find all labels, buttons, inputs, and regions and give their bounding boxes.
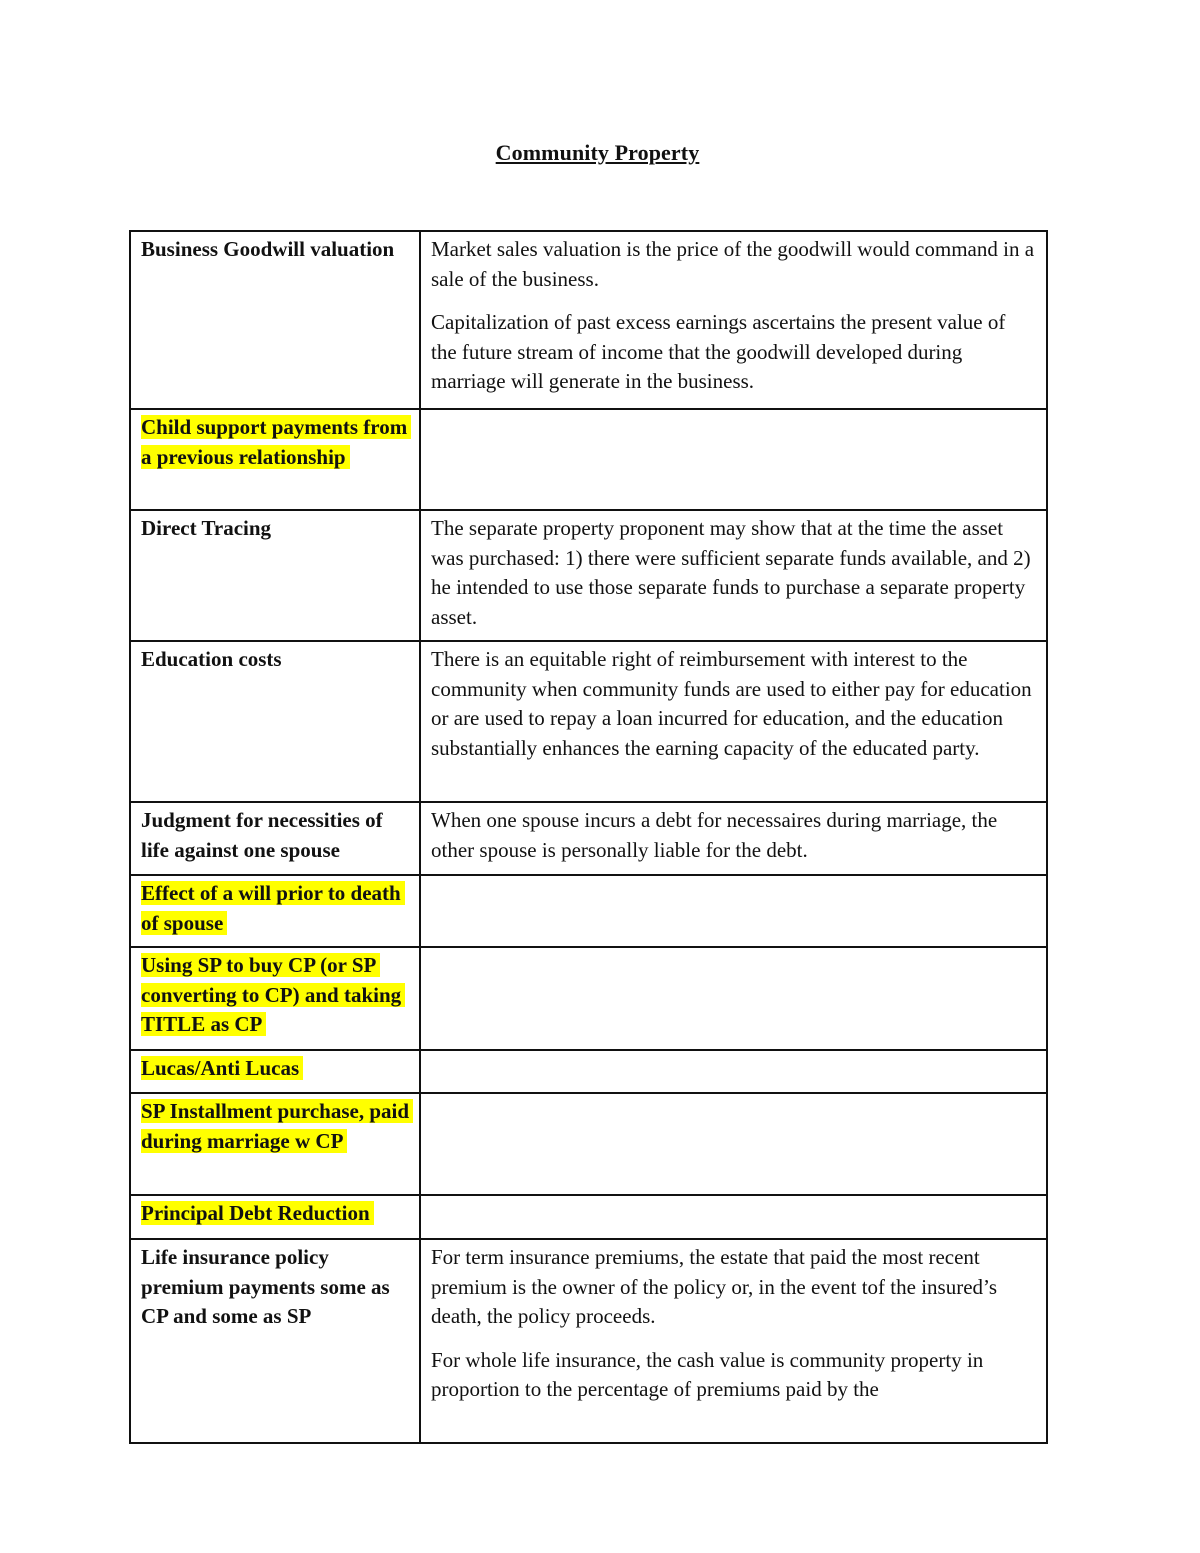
table-row: [130, 1239, 1047, 1443]
definition-cell: [420, 641, 1047, 802]
definition-paragraph: There is an equitable right of reimbursement with interest to the community when community funds are used to either pay for education or are used to repay a loan incurred for education, and the education substantially enhances the earning capacity of the educated party.: [431, 647, 1032, 760]
term-cell: [130, 641, 420, 802]
definition-cell: [420, 409, 1047, 510]
table-body: [130, 231, 1047, 1443]
table-row: [130, 875, 1047, 947]
term-cell: [130, 1239, 420, 1443]
term-label: Education costs: [141, 647, 282, 671]
term-cell: [130, 875, 420, 947]
term-label: Judgment for necessities of life against one spouse: [141, 808, 383, 862]
term-label: Lucas/Anti Lucas: [141, 1056, 303, 1080]
term-cell: [130, 802, 420, 875]
definition-cell: [420, 947, 1047, 1050]
term-cell: [130, 409, 420, 510]
definition-cell: [420, 1050, 1047, 1093]
term-cell: [130, 510, 420, 641]
table-row: [130, 1093, 1047, 1195]
definition-paragraph: Market sales valuation is the price of the goodwill would command in a sale of the business.: [431, 237, 1035, 291]
term-label: Effect of a will prior to death of spouse: [141, 881, 405, 935]
term-label: SP Installment purchase, paid during marriage w CP: [141, 1099, 413, 1153]
table-row: [130, 641, 1047, 802]
term-label: Life insurance policy premium payments some as CP and some as SP: [141, 1245, 390, 1328]
term-cell: [130, 1093, 420, 1195]
table-row: [130, 409, 1047, 510]
term-cell: [130, 1050, 420, 1093]
definition-cell: [420, 875, 1047, 947]
definition-paragraph: For term insurance premiums, the estate that paid the most recent premium is the owner of the policy or, in the event tof the insured’s death, the policy proceeds.: [431, 1245, 998, 1328]
term-label: Using SP to buy CP (or SP converting to CP) and taking TITLE as CP: [141, 953, 405, 1036]
definition-cell: [420, 1195, 1047, 1239]
definition-paragraph: When one spouse incurs a debt for necessaires during marriage, the other spouse is personally liable for the debt.: [431, 808, 998, 862]
table-row: [130, 802, 1047, 875]
community-property-table: [129, 230, 1048, 1444]
definition-cell: [420, 510, 1047, 641]
definition-paragraph: The separate property proponent may show that at the time the asset was purchased: 1) there were sufficient separate funds available, and 2) he intended to use those separate funds to purchase a separate property asset.: [431, 516, 1031, 629]
definition-paragraph: For whole life insurance, the cash value is community property in proportion to the percentage of premiums paid by the: [431, 1347, 984, 1401]
definition-cell: [420, 1093, 1047, 1195]
term-label: Child support payments from a previous relationship: [141, 415, 411, 469]
term-label: Principal Debt Reduction: [141, 1201, 374, 1225]
definition-paragraph: Capitalization of past excess earnings ascertains the present value of the future stream of income that the goodwill developed during marriage will generate in the business.: [431, 310, 1006, 393]
definition-cell: [420, 231, 1047, 409]
term-label: Direct Tracing: [141, 516, 272, 540]
page-title: Community Property: [495, 140, 700, 165]
table-row: [130, 510, 1047, 641]
table-row: [130, 947, 1047, 1050]
definition-cell: [420, 802, 1047, 875]
definition-cell: [420, 1239, 1047, 1443]
table-row: [130, 1195, 1047, 1239]
table-row: [130, 231, 1047, 409]
term-cell: [130, 231, 420, 409]
term-cell: [130, 947, 420, 1050]
term-label: Business Goodwill valuation: [141, 237, 395, 261]
table-row: [130, 1050, 1047, 1093]
term-cell: [130, 1195, 420, 1239]
